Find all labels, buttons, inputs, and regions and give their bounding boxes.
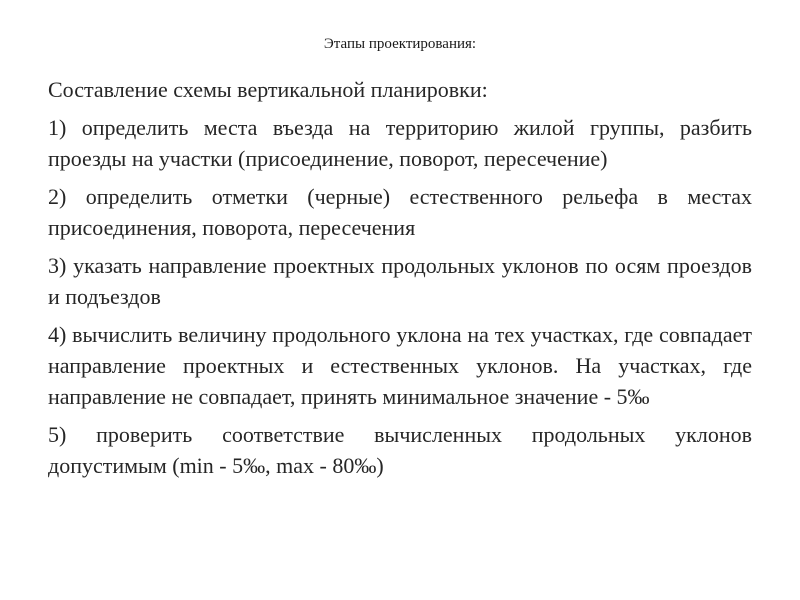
step-3: 3) указать направление проектных продольных уклонов по осям проездов и подъездов [48, 253, 752, 309]
step-1: 1) определить места въезда на территорию жилой группы, разбить проезды на участки (присоединение, поворот, пересечение) [48, 115, 752, 171]
step-2: 2) определить отметки (черные) естественного рельефа в местах присоединения, поворота, пересечения [48, 184, 752, 240]
intro-paragraph: Составление схемы вертикальной планировки: [48, 77, 488, 102]
step-4: 4) вычислить величину продольного уклона на тех участках, где совпадает направление проектных и естественных уклонов. На участках, где направление не совпадает, принять минимальное значение - 5‰ [48, 322, 752, 409]
slide-body [48, 74, 752, 488]
step-5: 5) проверить соответствие вычисленных продольных уклонов допустимым (min - 5‰, max - 80‰) [48, 422, 752, 478]
slide-title: Этапы проектирования: [323, 36, 477, 52]
